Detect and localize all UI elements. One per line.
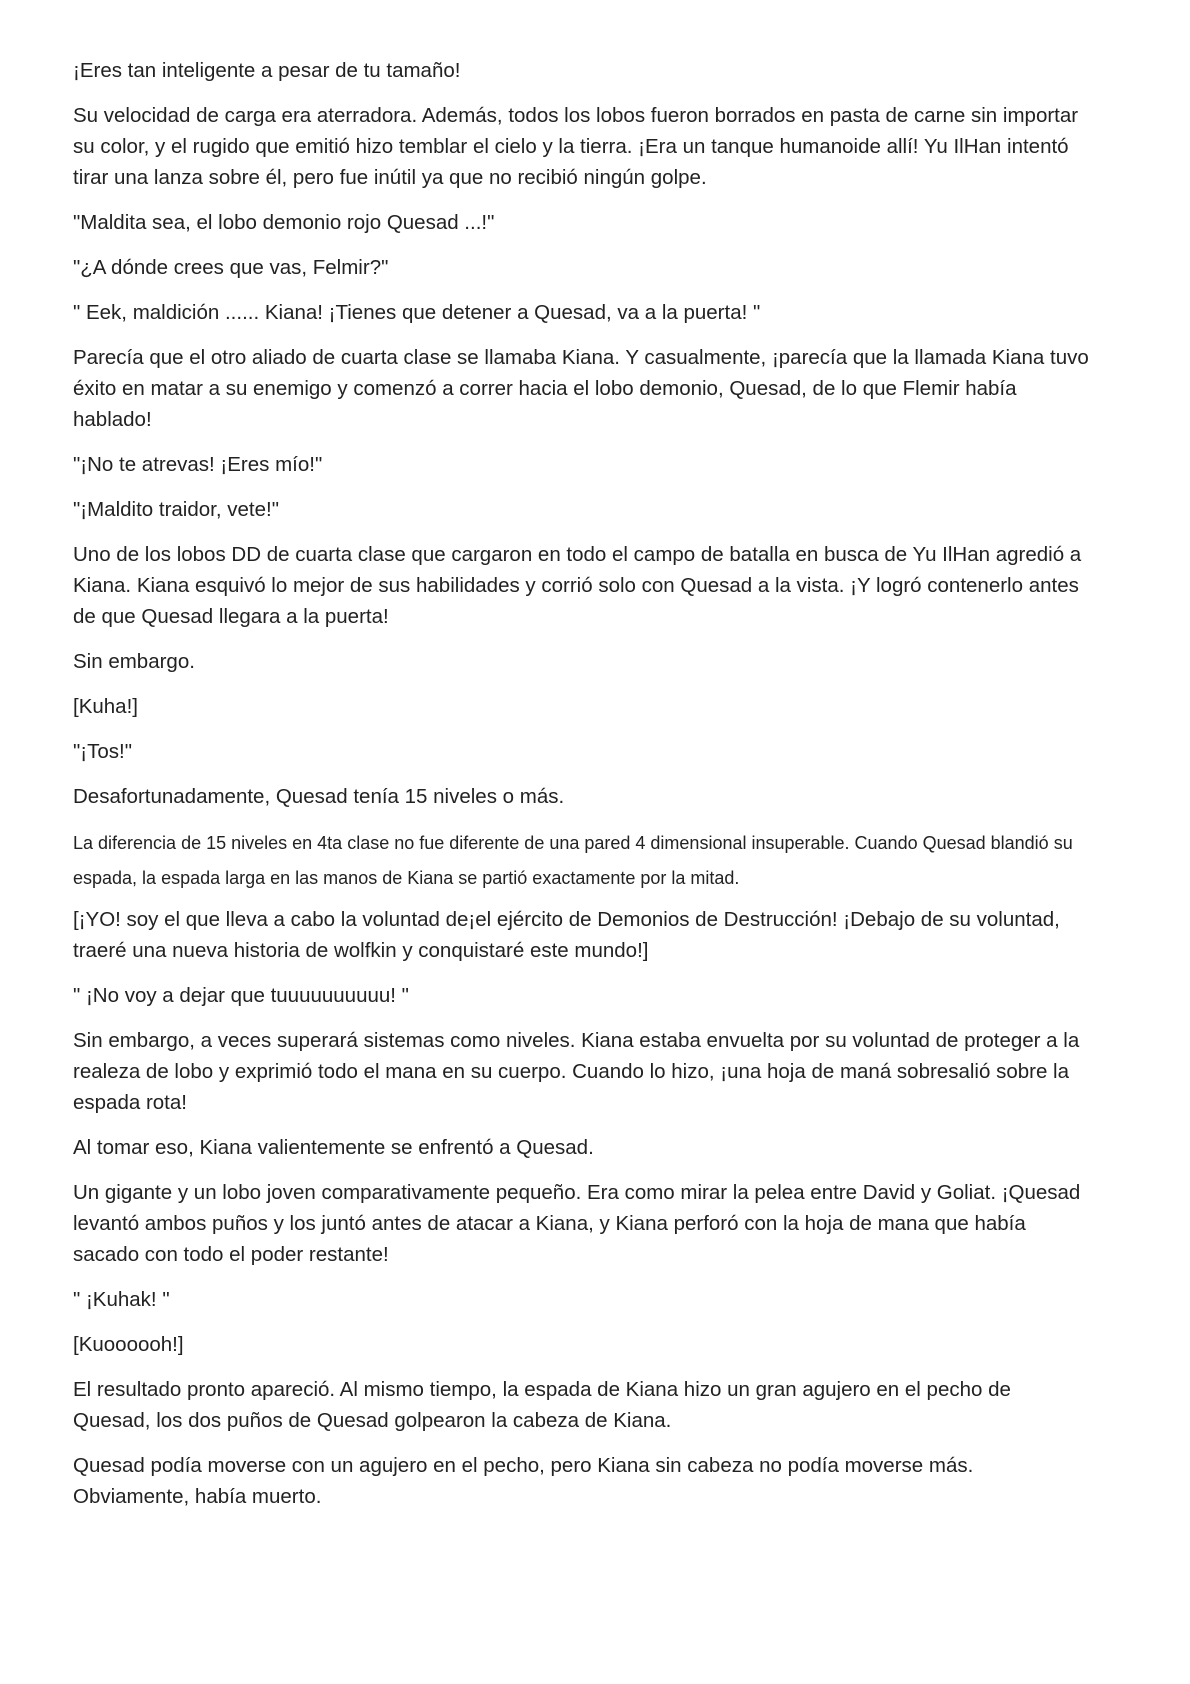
paragraph-10: Sin embargo.	[73, 650, 195, 673]
paragraph-16: " ¡No voy a dejar que tuuuuuuuuuu! "	[73, 984, 409, 1007]
paragraph-9: Uno de los lobos DD de cuarta clase que cargaron en todo el campo de batalla en busca de Yu IlHan agredió a Kiana. Kiana esquivó lo mejor de sus habilidades y corrió solo con Quesad a la vista. ¡Y logró contenerlo antes de que Quesad llegara a la puerta!	[73, 543, 1082, 628]
paragraph-15: [¡YO! soy el que lleva a cabo la voluntad de¡el ejército de Demonios de Destrucción! ¡Debajo de su voluntad, traeré una nueva historia de wolfkin y conquistaré este mundo!]	[73, 908, 1060, 962]
paragraph-5: " Eek, maldición ...... Kiana! ¡Tienes que detener a Quesad, va a la puerta! "	[73, 301, 761, 324]
paragraph-20: " ¡Kuhak! "	[73, 1288, 170, 1311]
paragraph-2: Su velocidad de carga era aterradora. Además, todos los lobos fueron borrados en pasta de carne sin importar su color, y el rugido que emitió hizo temblar el cielo y la tierra. ¡Era un tanque humanoide allí! Yu IlHan intentó tirar una lanza sobre él, pero fue inútil ya que no recibió ningún golpe.	[73, 104, 1079, 189]
paragraph-14: La diferencia de 15 niveles en 4ta clase no fue diferente de una pared 4 dimensional insuperable. Cuando Quesad blandió su espada, la espada larga en las manos de Kiana se partió exactamente por la mitad.	[73, 833, 1073, 888]
paragraph-6: Parecía que el otro aliado de cuarta clase se llamaba Kiana. Y casualmente, ¡parecía que la llamada Kiana tuvo éxito en matar a su enemigo y comenzó a correr hacia el lobo demonio, Quesad, de lo que Flemir había hablado!	[73, 346, 1089, 431]
paragraph-22: El resultado pronto apareció. Al mismo tiempo, la espada de Kiana hizo un gran agujero en el pecho de Quesad, los dos puños de Quesad golpearon la cabeza de Kiana.	[73, 1378, 1011, 1432]
paragraph-3: "Maldita sea, el lobo demonio rojo Quesad ...!"	[73, 211, 495, 234]
paragraph-21: [Kuoooooh!]	[73, 1333, 184, 1356]
paragraph-4: "¿A dónde crees que vas, Felmir?"	[73, 256, 389, 279]
paragraph-23: Quesad podía moverse con un agujero en el pecho, pero Kiana sin cabeza no podía moverse más. Obviamente, había muerto.	[73, 1454, 974, 1508]
paragraph-7: "¡No te atrevas! ¡Eres mío!"	[73, 453, 323, 476]
paragraph-11: [Kuha!]	[73, 695, 138, 718]
paragraph-18: Al tomar eso, Kiana valientemente se enfrentó a Quesad.	[73, 1136, 594, 1159]
paragraph-1: ¡Eres tan inteligente a pesar de tu tamaño!	[73, 59, 461, 82]
paragraph-17: Sin embargo, a veces superará sistemas como niveles. Kiana estaba envuelta por su voluntad de proteger a la realeza de lobo y exprimió todo el mana en su cuerpo. Cuando lo hizo, ¡una hoja de maná sobresalió sobre la espada rota!	[73, 1029, 1080, 1114]
paragraph-12: "¡Tos!"	[73, 740, 132, 763]
paragraph-8: "¡Maldito traidor, vete!"	[73, 498, 279, 521]
paragraph-13: Desafortunadamente, Quesad tenía 15 niveles o más.	[73, 785, 565, 808]
paragraph-19: Un gigante y un lobo joven comparativamente pequeño. Era como mirar la pelea entre David y Goliat. ¡Quesad levantó ambos puños y los juntó antes de atacar a Kiana, y Kiana perforó con la hoja de mana que había sacado con todo el poder restante!	[73, 1181, 1081, 1266]
